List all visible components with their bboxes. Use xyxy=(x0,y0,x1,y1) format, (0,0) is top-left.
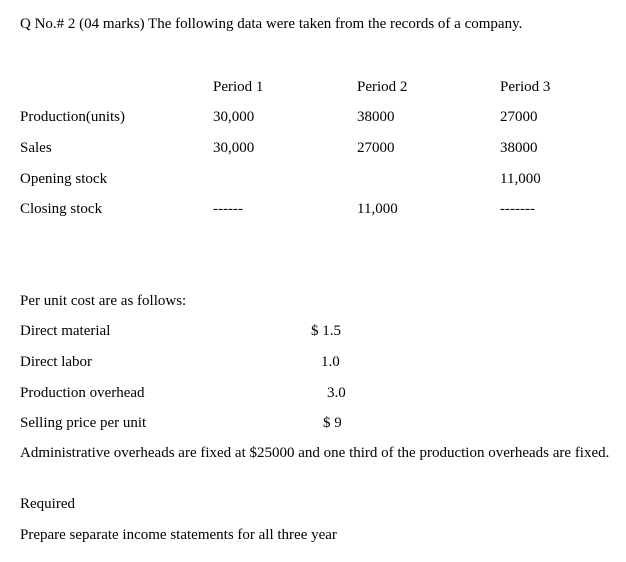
cell-closing-stock-period-1: ------ xyxy=(213,201,243,217)
cell-closing-stock-period-3: ------- xyxy=(500,201,535,217)
question-heading: Q No.# 2 (04 marks) The following data were taken from the records of a company. xyxy=(20,16,523,32)
cell-closing-stock-period-2: 11,000 xyxy=(357,201,398,217)
cell-production-period-2: 38000 xyxy=(357,109,395,125)
required-label: Required xyxy=(20,496,75,512)
cell-sales-period-1: 30,000 xyxy=(213,140,255,156)
cost-label-direct-labor: Direct labor xyxy=(20,354,93,370)
instruction-text: Prepare separate income statements for all three year xyxy=(20,527,337,543)
cell-sales-period-3: 38000 xyxy=(500,140,538,156)
row-label-sales: Sales xyxy=(20,140,52,156)
costs-intro: Per unit cost are as follows: xyxy=(20,293,187,309)
cost-value-selling-price: $ 9 xyxy=(323,415,342,431)
cost-label-selling-price: Selling price per unit xyxy=(20,415,147,431)
row-label-closing-stock: Closing stock xyxy=(20,201,103,217)
cost-value-production-overhead: 3.0 xyxy=(327,385,346,401)
admin-overheads-note: Administrative overheads are fixed at $25000 and one third of the production overheads are fixed. xyxy=(20,445,610,461)
cell-production-period-3: 27000 xyxy=(500,109,538,125)
column-header-period-1: Period 1 xyxy=(213,79,264,95)
cost-value-direct-labor: 1.0 xyxy=(321,354,340,370)
cell-opening-stock-period-3: 11,000 xyxy=(500,171,541,187)
cell-production-period-1: 30,000 xyxy=(213,109,255,125)
column-header-period-3: Period 3 xyxy=(500,79,551,95)
cost-label-direct-material: Direct material xyxy=(20,323,111,339)
cost-label-production-overhead: Production overhead xyxy=(20,385,145,401)
column-header-period-2: Period 2 xyxy=(357,79,408,95)
cell-sales-period-2: 27000 xyxy=(357,140,395,156)
row-label-production: Production(units) xyxy=(20,109,125,125)
row-label-opening-stock: Opening stock xyxy=(20,171,108,187)
cost-value-direct-material: $ 1.5 xyxy=(311,323,341,339)
